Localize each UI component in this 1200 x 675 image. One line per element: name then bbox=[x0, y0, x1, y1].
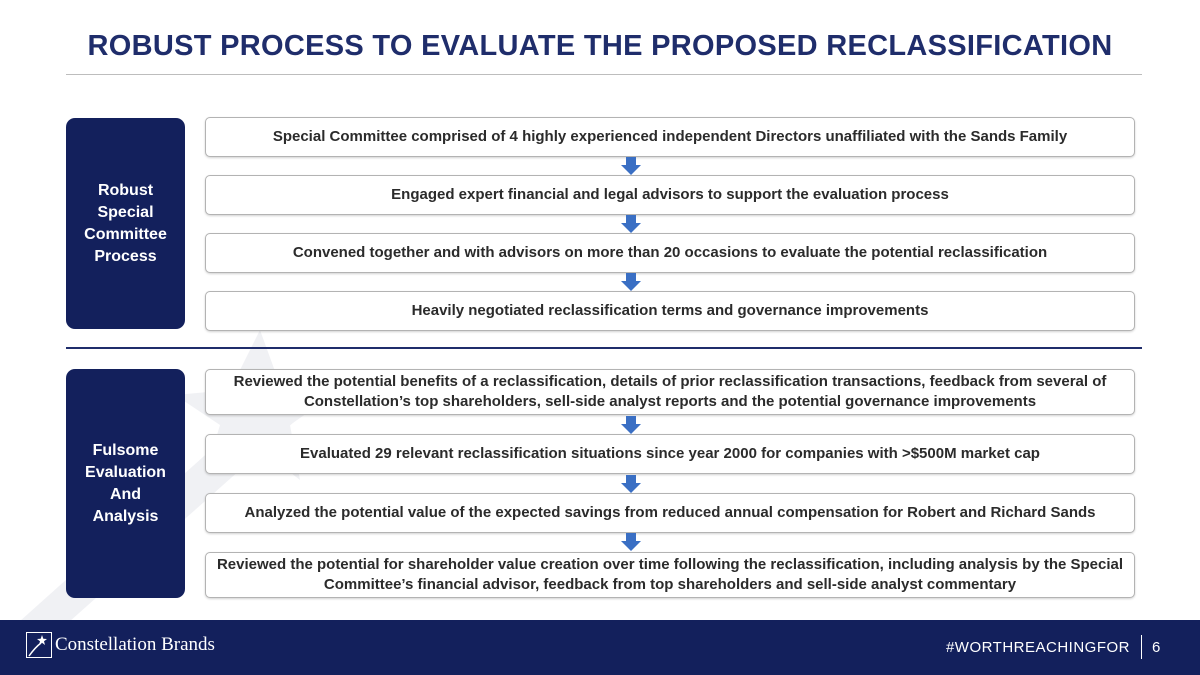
section-label-line: Special bbox=[97, 203, 154, 221]
down-arrow-icon bbox=[621, 273, 641, 291]
section-label-fulsome-evaluation bbox=[66, 369, 185, 598]
section-label-line: Fulsome bbox=[92, 441, 159, 459]
process-step: Engaged expert financial and legal advisors to support the evaluation process bbox=[205, 175, 1135, 215]
process-step: Reviewed the potential for shareholder value creation over time following the reclassification, including analysis by the Special Committee’s financial advisor, feedback from top shareholders and sell-side analyst commentary bbox=[205, 552, 1135, 598]
section-label-line: And bbox=[109, 485, 142, 503]
section-label-line: Robust bbox=[97, 181, 154, 199]
process-step: Evaluated 29 relevant reclassification situations since year 2000 for companies with >$500M market cap bbox=[205, 434, 1135, 474]
down-arrow-icon bbox=[621, 416, 641, 434]
footer-separator bbox=[1141, 635, 1142, 659]
footer-hashtag: #WORTHREACHINGFOR bbox=[945, 639, 1130, 656]
section-label-line: Evaluation bbox=[85, 463, 166, 481]
brand-name: Constellation Brands bbox=[55, 634, 215, 655]
footer-bar bbox=[0, 620, 1200, 675]
page-title: ROBUST PROCESS TO EVALUATE THE PROPOSED RECLASSIFICATION bbox=[87, 30, 1113, 62]
process-step: Convened together and with advisors on more than 20 occasions to evaluate the potential reclassification bbox=[205, 233, 1135, 273]
down-arrow-icon bbox=[621, 533, 641, 551]
section-label-line: Process bbox=[94, 247, 157, 265]
process-step: Analyzed the potential value of the expected savings from reduced annual compensation for Robert and Richard Sands bbox=[205, 493, 1135, 533]
page-number: 6 bbox=[1152, 639, 1161, 656]
section-label-line: Committee bbox=[84, 225, 167, 243]
title-divider bbox=[66, 74, 1142, 75]
section-divider bbox=[66, 347, 1142, 349]
section-label-robust-process bbox=[66, 118, 185, 329]
process-step: Special Committee comprised of 4 highly experienced independent Directors unaffiliated with the Sands Family bbox=[205, 117, 1135, 157]
down-arrow-icon bbox=[621, 215, 641, 233]
section-label-line: Analysis bbox=[92, 507, 159, 525]
down-arrow-icon bbox=[621, 157, 641, 175]
constellation-star-logo-icon bbox=[26, 632, 52, 658]
process-step: Reviewed the potential benefits of a reclassification, details of prior reclassification transactions, feedback from several of Constellation’s top shareholders, sell-side analyst reports and the potential governance improvements bbox=[205, 369, 1135, 415]
down-arrow-icon bbox=[621, 475, 641, 493]
process-step: Heavily negotiated reclassification terms and governance improvements bbox=[205, 291, 1135, 331]
